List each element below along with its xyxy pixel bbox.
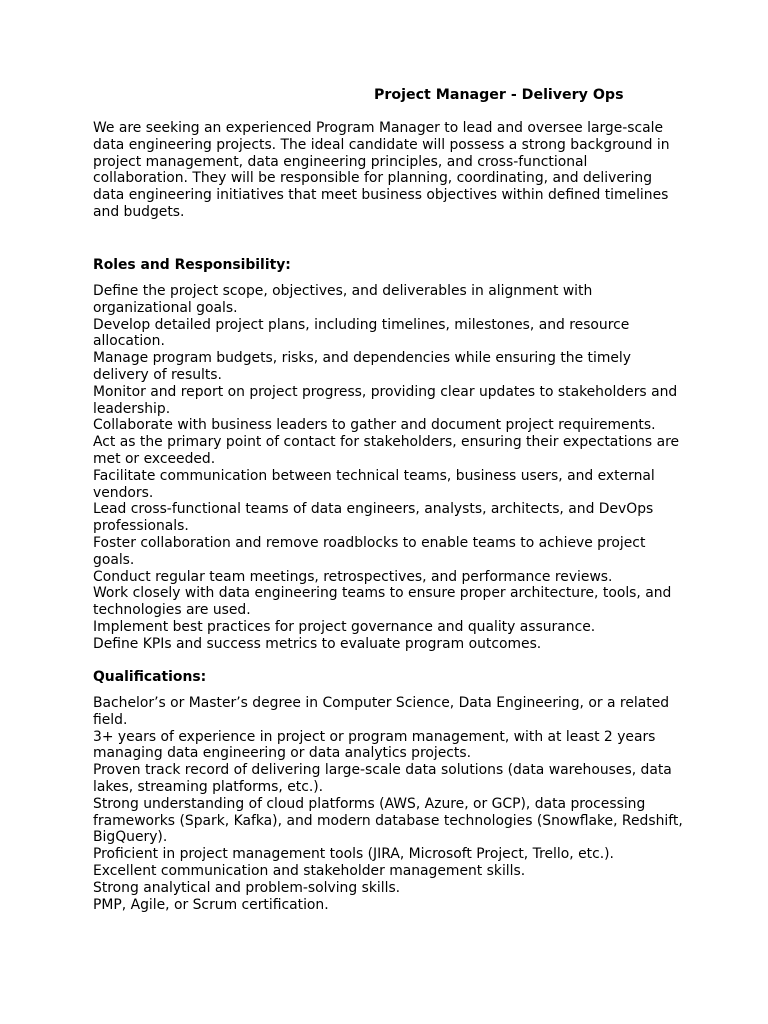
qualifications-item: Excellent communication and stakeholder management skills. <box>93 862 526 879</box>
roles-heading: Roles and Responsibility: <box>93 257 291 273</box>
qualifications-list <box>93 695 683 913</box>
roles-item: Monitor and report on project progress, providing clear updates to stakeholders and leadership. <box>93 383 678 417</box>
roles-item: Collaborate with business leaders to gather and document project requirements. <box>93 417 656 434</box>
qualifications-item: 3+ years of experience in project or program management, with at least 2 years managing data engineering or data analytics projects. <box>93 728 656 762</box>
roles-item: Facilitate communication between technical teams, business users, and external vendors. <box>93 467 655 501</box>
qualifications-item: Strong analytical and problem-solving skills. <box>93 879 401 896</box>
qualifications-item: Bachelor’s or Master’s degree in Computer Science, Data Engineering, or a related field. <box>93 695 670 728</box>
intro-paragraph: We are seeking an experienced Program Manager to lead and oversee large-scale data engineering projects. The ideal candidate will possess a strong background in project management, data engineering principles, and cross-functional collaboration. They will be responsible for planning, coordinating, and delivering data engineering initiatives that meet business objectives within defined timelines and budgets. <box>93 120 670 220</box>
roles-item: Work closely with data engineering teams to ensure proper architecture, tools, and technologies are used. <box>93 585 672 619</box>
roles-item: Foster collaboration and remove roadblocks to enable teams to achieve project goals. <box>93 534 646 568</box>
roles-item: Define the project scope, objectives, and deliverables in alignment with organizational goals. <box>93 283 593 316</box>
roles-item: Define KPIs and success metrics to evaluate program outcomes. <box>93 635 542 652</box>
roles-item: Implement best practices for project governance and quality assurance. <box>93 618 596 635</box>
roles-item: Manage program budgets, risks, and dependencies while ensuring the timely delivery of results. <box>93 350 631 383</box>
qualifications-item: PMP, Agile, or Scrum certification. <box>93 896 329 913</box>
document-title: Project Manager - Delivery Ops <box>374 87 624 103</box>
qualifications-heading: Qualifications: <box>93 669 207 685</box>
roles-item: Lead cross-functional teams of data engineers, analysts, architects, and DevOps professionals. <box>93 501 654 535</box>
qualifications-item: Proven track record of delivering large-scale data solutions (data warehouses, data lakes, streaming platforms, etc.). <box>93 762 672 795</box>
roles-list <box>93 283 683 653</box>
qualifications-item: Strong understanding of cloud platforms (AWS, Azure, or GCP), data processing frameworks (Spark, Kafka), and modern database technologies (Snowflake, Redshift, BigQuery). <box>93 795 683 846</box>
roles-item: Conduct regular team meetings, retrospectives, and performance reviews. <box>93 568 613 585</box>
qualifications-item: Proficient in project management tools (JIRA, Microsoft Project, Trello, etc.). <box>93 846 614 863</box>
roles-item: Act as the primary point of contact for stakeholders, ensuring their expectations are met or exceeded. <box>93 434 680 467</box>
roles-item: Develop detailed project plans, including timelines, milestones, and resource allocation. <box>93 316 630 350</box>
